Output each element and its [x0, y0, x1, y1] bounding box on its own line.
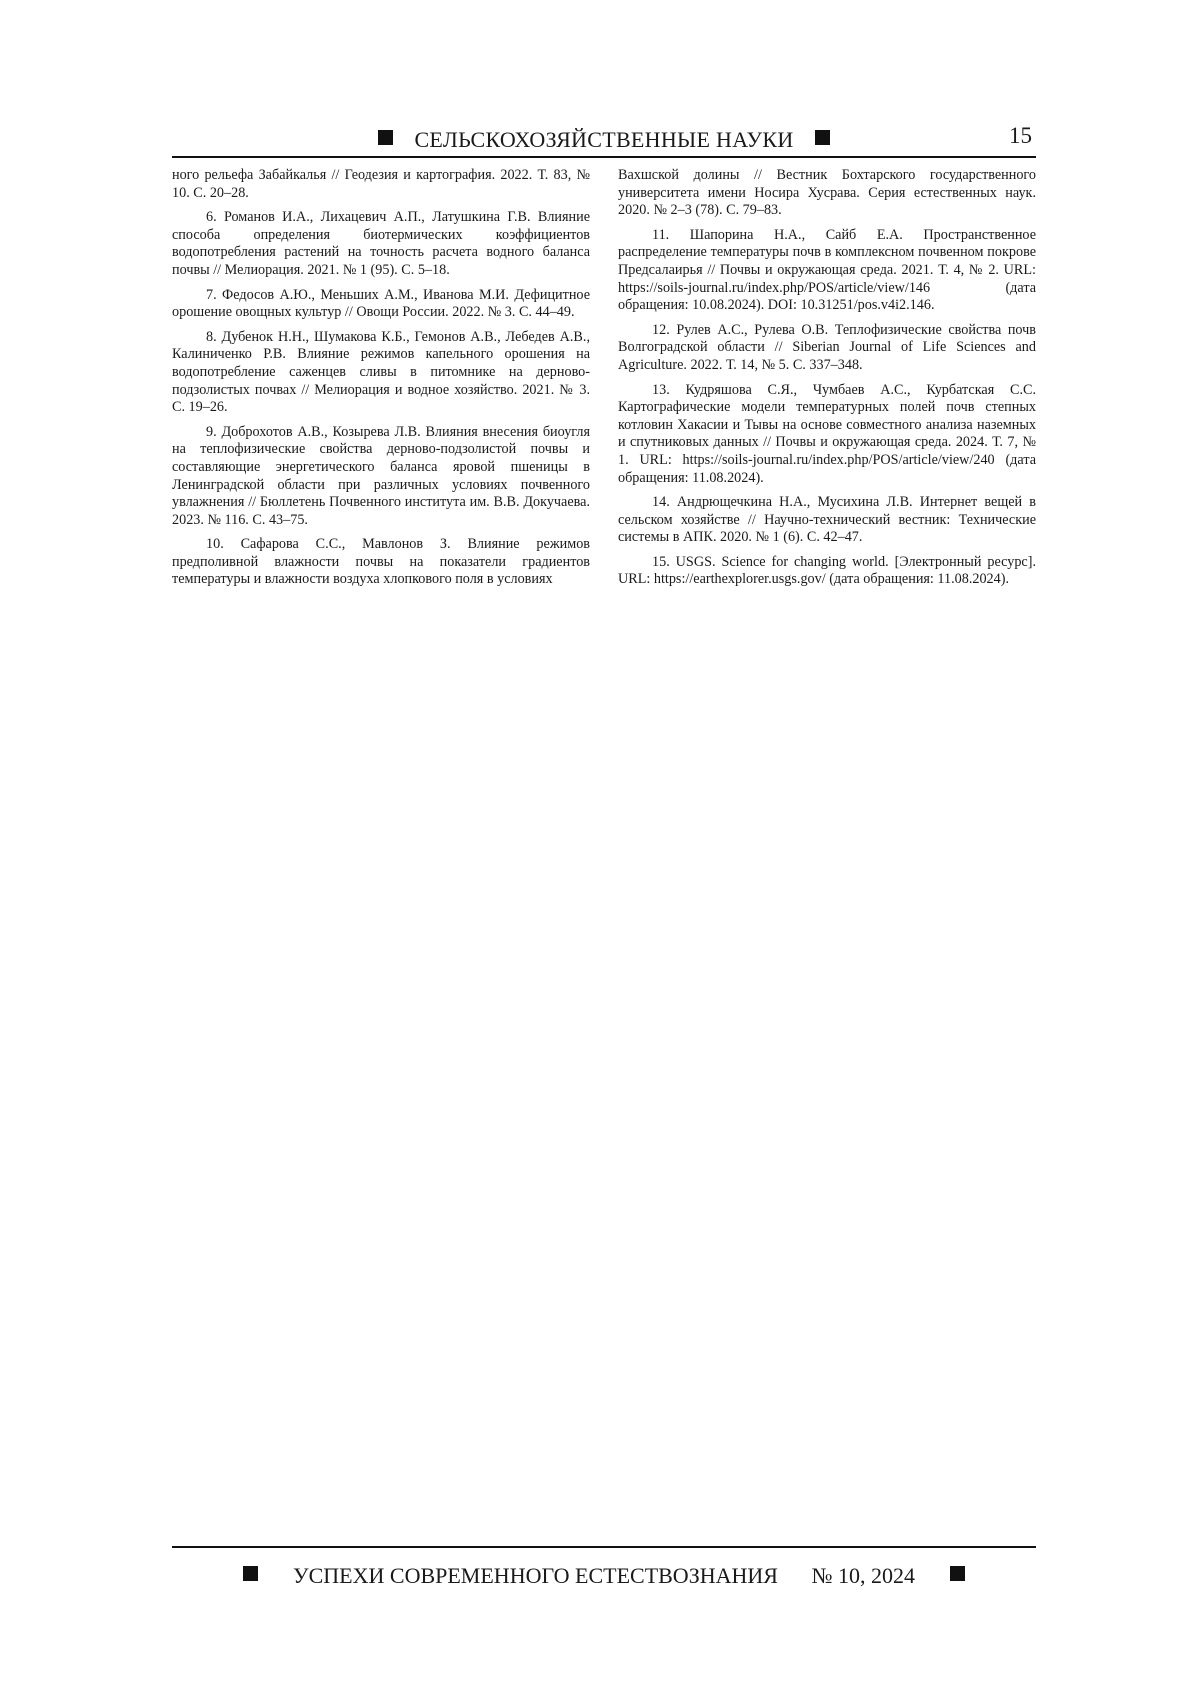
square-bullet-icon	[378, 130, 393, 145]
references-left-column	[172, 167, 590, 596]
square-bullet-icon	[815, 130, 830, 145]
footer-rule	[172, 1546, 1036, 1548]
reference-item: 14. Андрющечкина Н.А., Мусихина Л.В. Интернет вещей в сельском хозяйстве // Научно-технический вестник: Технические системы в АПК. 2020. № 1 (6). С. 42–47.	[618, 494, 1036, 546]
reference-item: 11. Шапорина Н.А., Сайб Е.А. Пространственное распределение температуры почв в комплексном почвенном покрове Предсалаирья // Почвы и окружающая среда. 2021. Т. 4, № 2. URL: https://soils-journal.ru/index.php/POS/article/view/146 (дата обращения: 10.08.2024). DOI: 10.31251/pos.v4i2.146.	[618, 226, 1036, 314]
reference-item: 15. USGS. Science for changing world. [Электронный ресурс]. URL: https://earthexplorer.usgs.gov/ (дата обращения: 11.08.2024).	[618, 553, 1036, 588]
reference-item: 10. Сафарова С.С., Мавлонов З. Влияние режимов предполивной влажности почвы на показатели градиентов температуры и влажности воздуха хлопкового поля в условиях	[172, 536, 590, 588]
page-header	[172, 118, 1036, 158]
journal-title: УСПЕХИ СОВРЕМЕННОГО ЕСТЕСТВОЗНАНИЯ	[293, 1562, 778, 1588]
reference-item: 13. Кудряшова С.Я., Чумбаев А.С., Курбатская С.С. Картографические модели температурных полей почв степных котловин Хакасии и Тывы на основе совместного анализа наземных и спутниковых данных // Почвы и окружающая среда. 2024. Т. 7, № 1. URL: https://soils-journal.ru/index.php/POS/article/view/240 (дата обращения: 11.08.2024).	[618, 381, 1036, 486]
page-footer	[172, 1546, 1036, 1596]
reference-item: 8. Дубенок Н.Н., Шумакова К.Б., Гемонов А.В., Лебедев А.В., Калиниченко Р.В. Влияние режимов капельного орошения на водопотребление саженцев сливы в питомнике на дерново-подзолистых почвах // Мелиорация и водное хозяйство. 2021. № 3. С. 19–26.	[172, 328, 590, 416]
references-right-column	[618, 167, 1036, 596]
section-title: СЕЛЬСКОХОЗЯЙСТВЕННЫЕ НАУКИ	[414, 126, 794, 152]
header-rule	[172, 156, 1036, 158]
square-bullet-icon	[243, 1566, 258, 1581]
reference-item: 9. Доброхотов А.В., Козырева Л.В. Влияния внесения биоугля на теплофизические свойства дерново-подзолистой почвы и составляющие энергетического баланса яровой пшеницы в Ленинградской области при различных условиях почвенного увлажнения // Бюллетень Почвенного института им. В.В. Докучаева. 2023. № 116. С. 43–75.	[172, 423, 590, 528]
reference-item: 12. Рулев А.С., Рулева О.В. Теплофизические свойства почв Волгоградской области // Siberian Journal of Life Sciences and Agriculture. 2022. Т. 14, № 5. С. 337–348.	[618, 321, 1036, 373]
page-number: 15	[1009, 123, 1032, 148]
running-header	[172, 124, 1036, 154]
issue-number: № 10, 2024	[811, 1562, 915, 1588]
reference-item: 7. Федосов А.Ю., Меньших А.М., Иванова М.И. Дефицитное орошение овощных культур // Овощи России. 2022. № 3. С. 44–49.	[172, 286, 590, 321]
square-bullet-icon	[950, 1566, 965, 1581]
reference-item: Вахшской долины // Вестник Бохтарского государственного университета имени Носира Хусрава. Серия естественных наук. 2020. № 2–3 (78). С. 79–83.	[618, 167, 1036, 219]
running-footer	[172, 1560, 1036, 1590]
reference-item: ного рельефа Забайкалья // Геодезия и картография. 2022. Т. 83, № 10. С. 20–28.	[172, 167, 590, 201]
reference-item: 6. Романов И.А., Лихацевич А.П., Латушкина Г.В. Влияние способа определения биотермических коэффициентов водопотребления растений на точность расчета водного баланса почвы // Мелиорация. 2021. № 1 (95). С. 5–18.	[172, 209, 590, 278]
